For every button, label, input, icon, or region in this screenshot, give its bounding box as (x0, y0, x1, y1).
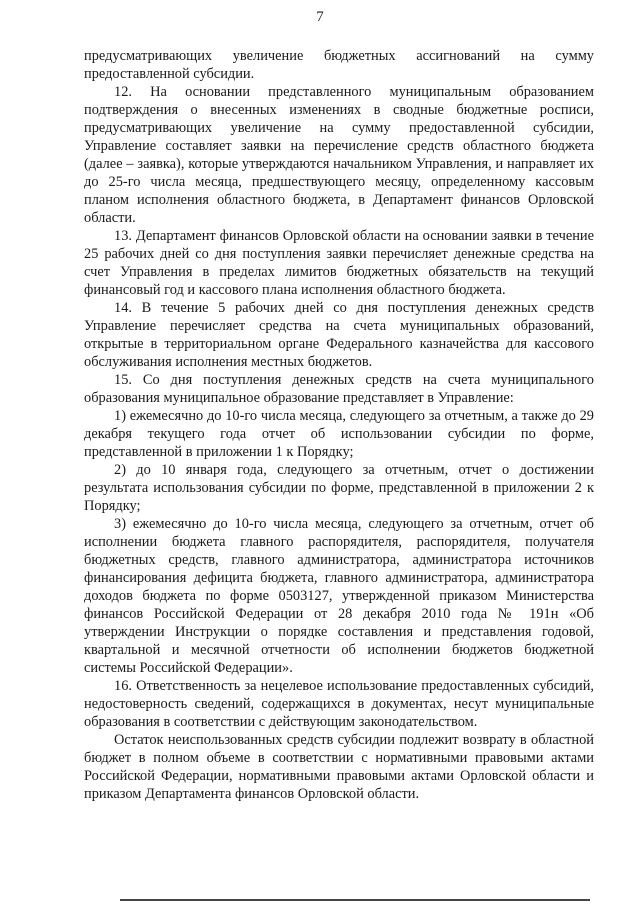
paragraph-14: 14. В течение 5 рабочих дней со дня поступления денежных средств Управление перечисляет средства на счета муниципальных образований, открытые в территориальном органе Федерального казначейства для кассового обслуживания исполнения местных бюджетов. (84, 300, 594, 370)
paragraph-15-item-1: 1) ежемесячно до 10-го числа месяца, следующего за отчетным, а также до 29 декабря текущего года отчет об использовании субсидии по форме, представленной в приложении 1 к Порядку; (84, 408, 594, 460)
document-body (84, 47, 594, 803)
paragraph-16: 16. Ответственность за нецелевое использование предоставленных субсидий, недостоверность сведений, содержащихся в документах, несут муниципальные образования в соответствии с действующим законодательством. (84, 678, 594, 730)
paragraph-15-item-2: 2) до 10 января года, следующего за отчетным, отчет о достижении результата использования субсидии по форме, представленной в приложении 2 к Порядку; (84, 462, 594, 514)
paragraph-15: 15. Со дня поступления денежных средств на счета муниципального образования муниципальное образование представляет в Управление: (84, 372, 594, 406)
paragraph-continuation: предусматривающих увеличение бюджетных ассигнований на сумму предоставленной субсидии. (84, 48, 594, 82)
paragraph-13: 13. Департамент финансов Орловской области на основании заявки в течение 25 рабочих дней со дня поступления заявки перечисляет денежные средства на счет Управления в пределах лимитов бюджетных обязательств на текущий финансовый год и кассового плана исполнения областного бюджета. (84, 228, 594, 298)
paragraph-15-item-3: 3) ежемесячно до 10-го числа месяца, следующего за отчетным, отчет об исполнении бюджета главного распорядителя, распорядителя, получателя бюджетных средств, главного администратора, администратора источников финансирования дефицита бюджета, главного администратора, администратора доходов бюджета по форме 0503127, утвержденной приказом Министерства финансов Российской Федерации от 28 декабря 2010 года № 191н «Об утверждении Инструкции о порядке составления и представления годовой, квартальной и месячной отчетности об исполнении бюджетов бюджетной системы Российской Федерации». (84, 516, 594, 676)
paragraph-remainder: Остаток неиспользованных средств субсидии подлежит возврату в областной бюджет в полном объеме в соответствии с нормативными правовыми актами Российской Федерации, нормативными правовыми актами Орловской области и приказом Департамента финансов Орловской области. (84, 732, 594, 802)
scan-bottom-edge-line (120, 899, 590, 901)
page-number: 7 (316, 9, 324, 25)
paragraph-12: 12. На основании представленного муниципальным образованием подтверждения о внесенных изменениях в сводные бюджетные росписи, предусматривающих увеличение на сумму предоставленной субсидии, Управление составляет заявки на перечисление средств областного бюджета (далее – заявка), которые утверждаются начальником Управления, и направляет их до 25-го числа месяца, предшествующего месяцу, определенному кассовым планом исполнения областного бюджета, в Департамент финансов Орловской области. (84, 84, 594, 226)
